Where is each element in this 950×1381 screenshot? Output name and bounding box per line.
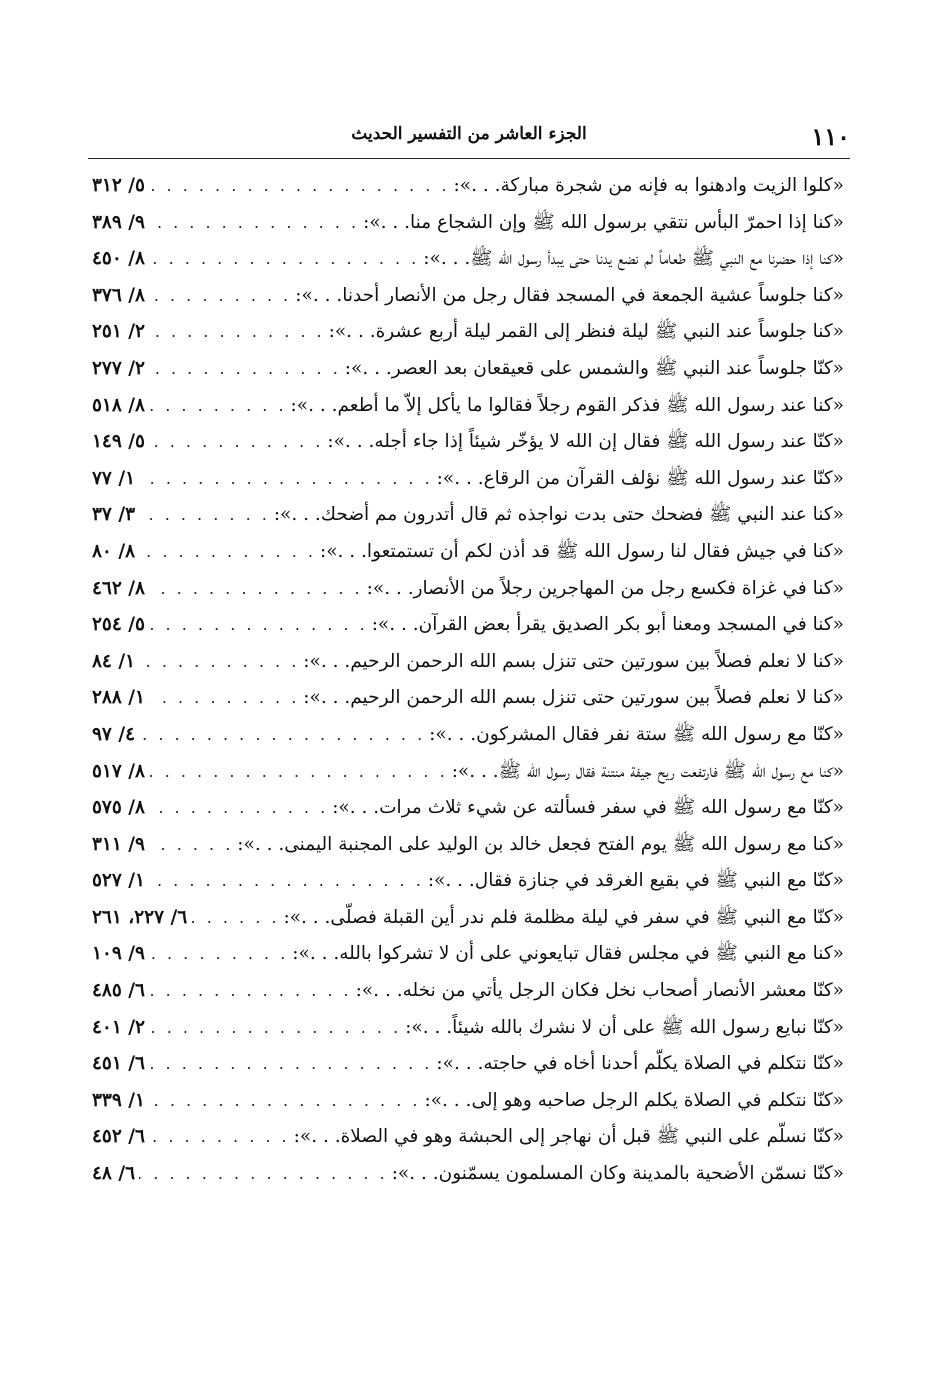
- dot-leader: [149, 241, 419, 278]
- entry-reference: ٩/ ٣٨٩: [92, 211, 145, 233]
- dot-leader: [149, 827, 233, 864]
- dot-leader: [149, 1119, 290, 1156]
- entry-text: «كنا في المسجد ومعنا أبو بكر الصديق يقرأ بعض القرآن. . .»:: [371, 614, 844, 636]
- dot-leader: [149, 790, 328, 827]
- entry-reference: ١/ ٣٣٩: [92, 1089, 145, 1111]
- entry-text: «كنّا مع رسول الله ﷺ في سفر فسألته عن شيء ثلاث مرات. . .»:: [332, 797, 844, 819]
- index-entry: [92, 461, 844, 498]
- entry-text: «كنّا نسلّم على النبي ﷺ قبل أن نهاجر إلى الحبشة وهو في الصلاة. . .»:: [293, 1126, 844, 1148]
- entry-reference: ٨/ ٤٥٠: [92, 248, 145, 270]
- entry-text: «كنّا مع النبي ﷺ في سفر في ليلة مظلمة فلم ندر أين القبلة فصلّى. . .»:: [283, 906, 844, 928]
- index-entry: [92, 900, 844, 937]
- index-entry: [92, 827, 844, 864]
- entry-reference: ٨/ ٥٧٥: [92, 797, 145, 819]
- index-entry: [92, 790, 844, 827]
- dot-leader: [149, 1010, 401, 1047]
- index-entry: [92, 241, 844, 278]
- index-entry: [92, 644, 844, 681]
- entry-text: «كنا عند النبي ﷺ فضحك حتى بدت نواجذه ثم قال أتدرون مم أضحك. . .»:: [273, 504, 844, 526]
- entry-reference: ٩/ ١٠٩: [92, 943, 145, 965]
- index-entry: [92, 388, 844, 425]
- dot-leader: [149, 351, 341, 388]
- dot-leader: [149, 424, 323, 461]
- entry-reference: ٨/ ٨٠: [92, 540, 136, 562]
- dot-leader: [139, 534, 316, 571]
- dot-leader: [139, 717, 425, 754]
- index-entry: [92, 314, 844, 351]
- dot-leader: [149, 1083, 421, 1120]
- index-entry: [92, 351, 844, 388]
- entry-text: «كنّا نتكلم في الصلاة يكلّم أحدنا أخاه في حاجته. . .»:: [436, 1053, 844, 1075]
- entry-text: «كنا عند رسول الله ﷺ فذكر القوم رجلاً فقالوا ما يأكل إلاّ ما أطعم. . .»:: [290, 394, 844, 416]
- entry-text: «كنّا عند رسول الله ﷺ نؤلف القرآن من الرقاع. . .»:: [436, 467, 844, 489]
- dot-leader: [149, 680, 299, 717]
- entry-reference: ١/ ٥٢٧: [92, 870, 145, 892]
- entry-reference: ٨/ ٥١٨: [92, 394, 145, 416]
- entry-text: «كنّا عند رسول الله ﷺ فقال إن الله لا يؤخّر شيئاً إذا جاء أجله. . .»:: [327, 431, 844, 453]
- entry-text: «كنّا جلوساً عند النبي ﷺ والشمس على قعيقعان بعد العصر. . .»:: [344, 357, 844, 379]
- dot-leader: [149, 754, 448, 791]
- page-header: [88, 118, 850, 154]
- index-entry: [92, 1156, 844, 1193]
- index-entry: [92, 168, 844, 205]
- entry-reference: ٥/ ١٤٩: [92, 431, 145, 453]
- index-entries-list: [92, 168, 844, 1193]
- entry-reference: ٦/ ٤٥١: [92, 1053, 145, 1075]
- entry-text: «كنا مع رسول الله ﷺ يوم الفتح فجعل خالد بن الوليد على المجنبة اليمنى. . .»:: [237, 833, 844, 855]
- entry-reference: ١/ ٧٧: [92, 467, 136, 489]
- index-entry: [92, 205, 844, 242]
- entry-reference: ٢/ ٢٧٧: [92, 357, 145, 379]
- entry-reference: ٨/ ٤٦٢: [92, 577, 145, 599]
- entry-text: «كنّا نتكلم في الصلاة يكلم الرجل صاحبه وهو إلى. . .»:: [424, 1089, 844, 1111]
- entry-text: «كنّا مع النبي ﷺ في بقيع الغرقد في جنازة فقال. . .»:: [427, 870, 844, 892]
- running-title: الجزء العاشر من التفسير الحديث: [351, 124, 587, 144]
- entry-text: «كلوا الزيت وادهنوا به فإنه من شجرة مباركة. . .»:: [453, 175, 844, 196]
- index-entry: [92, 607, 844, 644]
- entry-text: «كنا في جيش فقال لنا رسول الله ﷺ قد أذن لكم أن تستمتعوا. . .»:: [319, 540, 844, 562]
- header-divider: [88, 158, 850, 159]
- dot-leader: [149, 205, 359, 242]
- index-entry: [92, 1119, 844, 1156]
- entry-reference: ٥/ ٢٥٤: [92, 614, 145, 636]
- index-entry: [92, 534, 844, 571]
- entry-text: «كنّا معشر الأنصار أصحاب نخل فكان الرجل يأتي من نخله. . .»:: [355, 980, 844, 1002]
- entry-text: «كنا لا نعلم فصلاً بين سورتين حتى تنزل بسم الله الرحمن الرحيم. . .»:: [303, 687, 844, 709]
- dot-leader: [139, 497, 270, 534]
- entry-reference: ٣/ ٣٧: [92, 504, 136, 526]
- dot-leader: [149, 168, 450, 205]
- dot-leader: [139, 461, 433, 498]
- entry-reference: ٩/ ٣١١: [92, 833, 145, 855]
- page-number: ١١٠: [811, 122, 850, 151]
- entry-text: «كنّا مع رسول الله ﷺ ستة نفر فقال المشركون. . .»:: [429, 723, 844, 745]
- entry-reference: ٤/ ٩٧: [92, 723, 136, 745]
- index-entry: [92, 424, 844, 461]
- index-entry: [92, 863, 844, 900]
- dot-leader: [149, 973, 352, 1010]
- dot-leader: [149, 571, 363, 608]
- dot-leader: [191, 900, 279, 937]
- dot-leader: [139, 1156, 388, 1193]
- entry-reference: ٢/ ٢٥١: [92, 321, 145, 343]
- entry-reference: ٢/ ٤٠١: [92, 1016, 145, 1038]
- index-entry: [92, 680, 844, 717]
- entry-text: «كنا مع النبي ﷺ في مجلس فقال تبايعوني على أن لا تشركوا بالله. . .»:: [292, 943, 844, 965]
- entry-reference: ١/ ٨٤: [92, 650, 136, 672]
- index-entry: [92, 1083, 844, 1120]
- dot-leader: [149, 278, 291, 315]
- entry-text: «كنا مع رسول الله ﷺ فارتفعت ريح جيفة منتنة فقال رسول الله ﷺ. . .»:: [451, 760, 844, 782]
- entry-text: «كنا جلوساً عشية الجمعة في المسجد فقال رجل من الأنصار أحدنا. . .»:: [295, 284, 844, 306]
- entry-text: «كنا إذا حضرنا مع النبي ﷺ طعاماً لم نضع يدنا حتى يبدأ رسول الله ﷺ. . .»:: [423, 248, 844, 270]
- entry-text: «كنا إذا احمرّ البأس نتقي برسول الله ﷺ وإن الشجاع منا. . .»:: [363, 211, 844, 233]
- dot-leader: [149, 936, 288, 973]
- dot-leader: [149, 314, 325, 351]
- index-entry: [92, 936, 844, 973]
- index-entry: [92, 1010, 844, 1047]
- index-entry: [92, 571, 844, 608]
- dot-leader: [139, 644, 299, 681]
- index-entry: [92, 973, 844, 1010]
- entry-reference: ١/ ٢٨٨: [92, 687, 145, 709]
- entry-reference: ٦/ ٤٨٥: [92, 980, 145, 1002]
- index-entry: [92, 717, 844, 754]
- entry-reference: ٥/ ٣١٢: [92, 175, 145, 196]
- index-entry: [92, 278, 844, 315]
- index-entry: [92, 754, 844, 791]
- entry-text: «كنا في غزاة فكسع رجل من المهاجرين رجلاً من الأنصار. . .»:: [366, 577, 844, 599]
- entry-reference: ٨/ ٥١٧: [92, 760, 145, 782]
- entry-text: «كنّا نبايع رسول الله ﷺ على أن لا نشرك بالله شيئاً. . .»:: [405, 1016, 844, 1038]
- index-entry: [92, 1046, 844, 1083]
- index-entry: [92, 497, 844, 534]
- dot-leader: [149, 607, 368, 644]
- entry-text: «كنا لا نعلم فصلاً بين سورتين حتى تنزل بسم الله الرحمن الرحيم. . .»:: [303, 650, 844, 672]
- dot-leader: [149, 388, 287, 425]
- entry-reference: ٦/ ٤٨: [92, 1163, 136, 1185]
- entry-reference: ٨/ ٣٧٦: [92, 284, 145, 306]
- entry-text: «كنّا نسمّن الأضحية بالمدينة وكان المسلمون يسمّنون. . .»:: [391, 1163, 844, 1185]
- entry-reference: ٦/ ٢٢٧، ٢٦١: [92, 906, 188, 928]
- dot-leader: [149, 863, 424, 900]
- entry-reference: ٦/ ٤٥٢: [92, 1126, 145, 1148]
- entry-text: «كنا جلوساً عند النبي ﷺ ليلة فنظر إلى القمر ليلة أربع عشرة. . .»:: [328, 321, 844, 343]
- dot-leader: [149, 1046, 432, 1083]
